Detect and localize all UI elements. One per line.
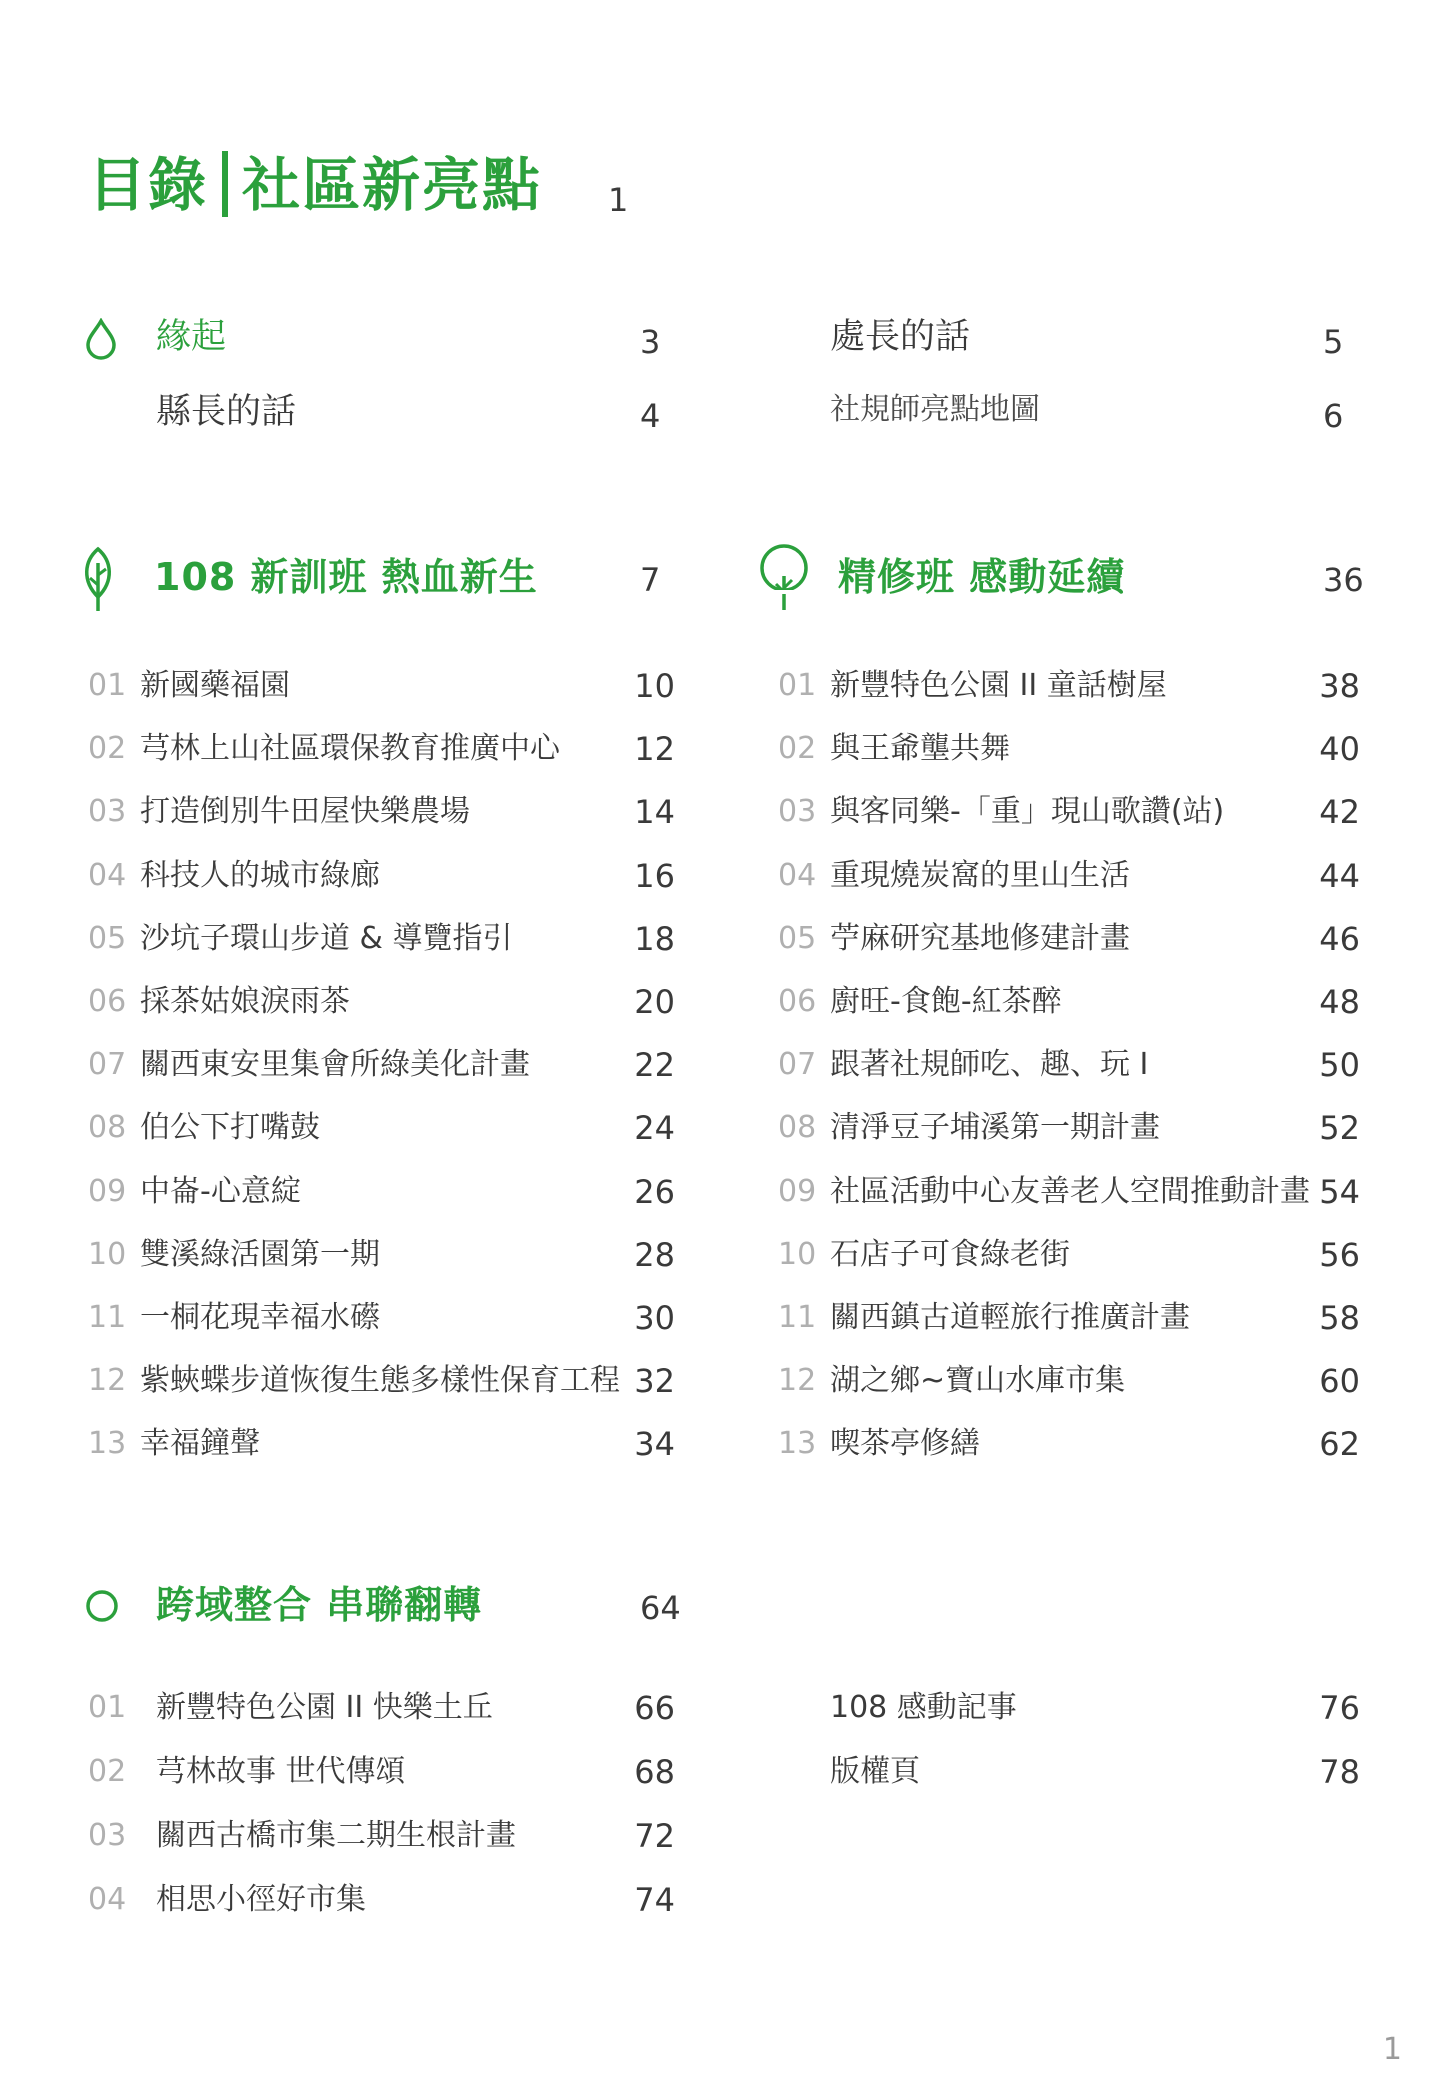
entry-title: 版權頁 bbox=[830, 1754, 920, 1789]
entry-number: 13 bbox=[778, 1426, 817, 1462]
entry-title: 芎林上山社區環保教育推廣中心 bbox=[140, 731, 560, 767]
entry-page: 32 bbox=[634, 1362, 675, 1401]
entry-number: 03 bbox=[88, 1818, 127, 1853]
entry-number: 03 bbox=[88, 794, 127, 830]
entry-title: 喫茶亭修繕 bbox=[830, 1426, 980, 1462]
toc-entry[interactable] bbox=[88, 1045, 675, 1085]
toc-entry[interactable] bbox=[830, 1688, 1360, 1728]
intro-magistrate-label[interactable]: 縣長的話 bbox=[156, 392, 297, 432]
entry-title: 一桐花現幸福水礤 bbox=[140, 1300, 380, 1335]
entry-number: 08 bbox=[778, 1110, 817, 1146]
entry-page: 24 bbox=[634, 1109, 675, 1148]
toc-entry[interactable] bbox=[88, 1108, 675, 1148]
entry-title: 伯公下打嘴鼓 bbox=[140, 1110, 320, 1146]
entry-page: 62 bbox=[1319, 1425, 1360, 1464]
entry-page: 56 bbox=[1319, 1235, 1360, 1274]
entry-number: 10 bbox=[88, 1236, 127, 1272]
entry-number: 09 bbox=[88, 1173, 127, 1209]
entry-number: 02 bbox=[88, 1754, 127, 1789]
entry-number: 08 bbox=[88, 1110, 127, 1146]
entry-page: 46 bbox=[1319, 919, 1360, 958]
toc-entry[interactable] bbox=[778, 1045, 1360, 1085]
entry-title: 採茶姑娘淚雨茶 bbox=[140, 984, 350, 1019]
entry-title: 相思小徑好市集 bbox=[156, 1882, 366, 1917]
entry-page: 12 bbox=[634, 730, 675, 769]
toc-entry[interactable] bbox=[778, 1108, 1360, 1148]
entry-page: 20 bbox=[634, 983, 675, 1021]
toc-entry[interactable] bbox=[88, 792, 675, 832]
title-page-number: 1 bbox=[608, 181, 629, 219]
entry-page: 68 bbox=[634, 1753, 675, 1791]
section-cross-page: 64 bbox=[640, 1589, 681, 1627]
toc-entry[interactable] bbox=[778, 1361, 1360, 1401]
entry-number: 01 bbox=[88, 1690, 127, 1725]
circle-icon bbox=[84, 1588, 120, 1624]
section-new-page: 7 bbox=[640, 561, 661, 599]
entry-number: 04 bbox=[778, 857, 817, 893]
entry-title: 清淨豆子埔溪第一期計畫 bbox=[830, 1110, 1160, 1146]
toc-entry[interactable] bbox=[88, 1298, 675, 1338]
entry-page: 50 bbox=[1319, 1046, 1360, 1085]
entry-number: 05 bbox=[778, 920, 817, 956]
toc-entry[interactable] bbox=[88, 729, 675, 769]
toc-entry[interactable] bbox=[88, 982, 675, 1022]
entry-number: 09 bbox=[778, 1173, 817, 1209]
toc-entry[interactable] bbox=[830, 1752, 1360, 1792]
entry-title: 科技人的城市綠廊 bbox=[140, 857, 380, 893]
entry-number: 02 bbox=[88, 731, 127, 767]
entry-number: 11 bbox=[778, 1300, 817, 1335]
page-title bbox=[88, 150, 542, 220]
entry-title: 新豐特色公園 II 童話樹屋 bbox=[830, 668, 1167, 703]
toc-entry[interactable] bbox=[778, 729, 1360, 769]
entry-number: 12 bbox=[88, 1363, 127, 1399]
toc-entry[interactable] bbox=[88, 1816, 675, 1856]
section-adv-title[interactable]: 精修班 感動延續 bbox=[838, 555, 1126, 599]
entry-number: 11 bbox=[88, 1300, 127, 1335]
toc-entry[interactable] bbox=[778, 1298, 1360, 1338]
leaf-icon bbox=[78, 545, 118, 615]
entry-page: 52 bbox=[1319, 1109, 1360, 1148]
intro-magistrate-page: 4 bbox=[640, 397, 661, 435]
entry-page: 18 bbox=[634, 919, 675, 958]
section-adv-page: 36 bbox=[1323, 561, 1364, 599]
entry-title: 芎林故事 世代傳頌 bbox=[156, 1754, 406, 1789]
entry-title: 紫蛺蝶步道恢復生態多樣性保育工程 bbox=[140, 1363, 620, 1399]
entry-title: 關西鎮古道輕旅行推廣計畫 bbox=[830, 1300, 1190, 1335]
toc-entry[interactable] bbox=[88, 666, 675, 706]
entry-page: 30 bbox=[634, 1299, 675, 1337]
entry-page: 38 bbox=[1319, 667, 1360, 705]
entry-page: 26 bbox=[634, 1172, 675, 1211]
entry-number: 05 bbox=[88, 920, 127, 956]
entry-page: 10 bbox=[634, 667, 675, 705]
entry-title: 湖之鄉~寶山水庫市集 bbox=[830, 1363, 1126, 1399]
entry-title: 重現燒炭窩的里山生活 bbox=[830, 857, 1130, 893]
entry-title: 沙坑子環山步道 & 導覽指引 bbox=[140, 920, 513, 956]
entry-title: 跟著社規師吃、趣、玩 I bbox=[830, 1047, 1149, 1083]
entry-page: 34 bbox=[634, 1425, 675, 1464]
section-cross-title[interactable]: 跨域整合 串聯翻轉 bbox=[156, 1583, 483, 1627]
entry-title: 108 感動記事 bbox=[830, 1690, 1017, 1725]
intro-director-label[interactable]: 處長的話 bbox=[830, 317, 971, 357]
entry-number: 03 bbox=[778, 794, 817, 830]
entry-page: 78 bbox=[1319, 1753, 1360, 1791]
intro-map-page: 6 bbox=[1323, 397, 1344, 435]
entry-title: 打造倒別牛田屋快樂農場 bbox=[140, 794, 470, 830]
entry-title: 苧麻研究基地修建計畫 bbox=[830, 920, 1130, 956]
entry-page: 76 bbox=[1319, 1689, 1360, 1727]
toc-entry[interactable] bbox=[778, 856, 1360, 896]
toc-entry[interactable] bbox=[778, 666, 1360, 706]
entry-number: 13 bbox=[88, 1426, 127, 1462]
toc-entry[interactable] bbox=[88, 1752, 675, 1792]
entry-number: 04 bbox=[88, 1882, 127, 1917]
entry-title: 石店子可食綠老街 bbox=[830, 1236, 1070, 1272]
entry-number: 07 bbox=[778, 1047, 817, 1083]
entry-number: 01 bbox=[88, 668, 127, 703]
toc-entry[interactable] bbox=[778, 1235, 1360, 1275]
entry-page: 14 bbox=[634, 793, 675, 832]
toc-entry[interactable] bbox=[778, 1424, 1360, 1464]
entry-title: 與王爺壟共舞 bbox=[830, 731, 1010, 767]
toc-entry[interactable] bbox=[88, 1361, 675, 1401]
toc-entry[interactable] bbox=[88, 919, 675, 959]
toc-entry[interactable] bbox=[778, 792, 1360, 832]
entry-number: 06 bbox=[88, 984, 127, 1019]
toc-entry[interactable] bbox=[88, 1424, 675, 1464]
entry-number: 01 bbox=[778, 668, 817, 703]
entry-page: 72 bbox=[634, 1817, 675, 1855]
toc-entry[interactable] bbox=[778, 982, 1360, 1022]
toc-entry[interactable] bbox=[88, 1235, 675, 1275]
toc-entry[interactable] bbox=[88, 1172, 675, 1212]
entry-title: 幸福鐘聲 bbox=[140, 1426, 260, 1462]
entry-number: 12 bbox=[778, 1363, 817, 1399]
entry-page: 54 bbox=[1319, 1172, 1360, 1211]
entry-title: 關西東安里集會所綠美化計畫 bbox=[140, 1047, 530, 1083]
entry-title: 廚旺-食飽-紅茶醉 bbox=[830, 984, 1062, 1019]
toc-entry[interactable] bbox=[778, 1172, 1360, 1212]
entry-page: 42 bbox=[1319, 793, 1360, 832]
tree-icon bbox=[756, 542, 812, 614]
entry-number: 10 bbox=[778, 1236, 817, 1272]
entry-title: 與客同樂-「重」現山歌讚(站) bbox=[830, 794, 1225, 830]
toc-entry[interactable] bbox=[88, 856, 675, 896]
entry-title: 社區活動中心友善老人空間推動計畫 bbox=[830, 1173, 1310, 1209]
entry-title: 中崙-心意綻 bbox=[140, 1173, 301, 1209]
intro-map-label[interactable]: 社規師亮點地圖 bbox=[830, 392, 1040, 427]
entry-title: 雙溪綠活園第一期 bbox=[140, 1236, 380, 1272]
entry-page: 66 bbox=[634, 1689, 675, 1727]
entry-page: 40 bbox=[1319, 730, 1360, 769]
entry-number: 02 bbox=[778, 731, 817, 767]
entry-page: 16 bbox=[634, 856, 675, 895]
footer-page-number: 1 bbox=[1382, 2032, 1402, 2067]
entry-title: 關西古橋市集二期生根計畫 bbox=[156, 1818, 516, 1853]
entry-page: 28 bbox=[634, 1235, 675, 1274]
entry-page: 60 bbox=[1319, 1362, 1360, 1401]
entry-number: 07 bbox=[88, 1047, 127, 1083]
entry-number: 06 bbox=[778, 984, 817, 1019]
entry-page: 74 bbox=[634, 1881, 675, 1919]
entry-page: 44 bbox=[1319, 856, 1360, 895]
title-part2: 社區新亮點 bbox=[242, 151, 543, 219]
toc-entry[interactable] bbox=[88, 1688, 675, 1728]
toc-entry[interactable] bbox=[778, 919, 1360, 959]
entry-number: 04 bbox=[88, 857, 127, 893]
entry-page: 58 bbox=[1319, 1299, 1360, 1337]
section-new-title[interactable]: 108 新訓班 熱血新生 bbox=[154, 555, 538, 599]
title-part1: 目錄 bbox=[88, 151, 209, 219]
toc-entry[interactable] bbox=[88, 1880, 675, 1920]
entry-title: 新豐特色公園 II 快樂土丘 bbox=[156, 1690, 493, 1725]
intro-director-page: 5 bbox=[1323, 323, 1344, 361]
entry-title: 新國藥福園 bbox=[140, 668, 290, 703]
title-divider bbox=[222, 151, 228, 217]
intro-origin-label[interactable]: 緣起 bbox=[156, 317, 227, 357]
water-drop-icon bbox=[84, 318, 118, 360]
intro-origin-page: 3 bbox=[640, 323, 661, 361]
entry-page: 22 bbox=[634, 1046, 675, 1085]
entry-page: 48 bbox=[1319, 983, 1360, 1021]
